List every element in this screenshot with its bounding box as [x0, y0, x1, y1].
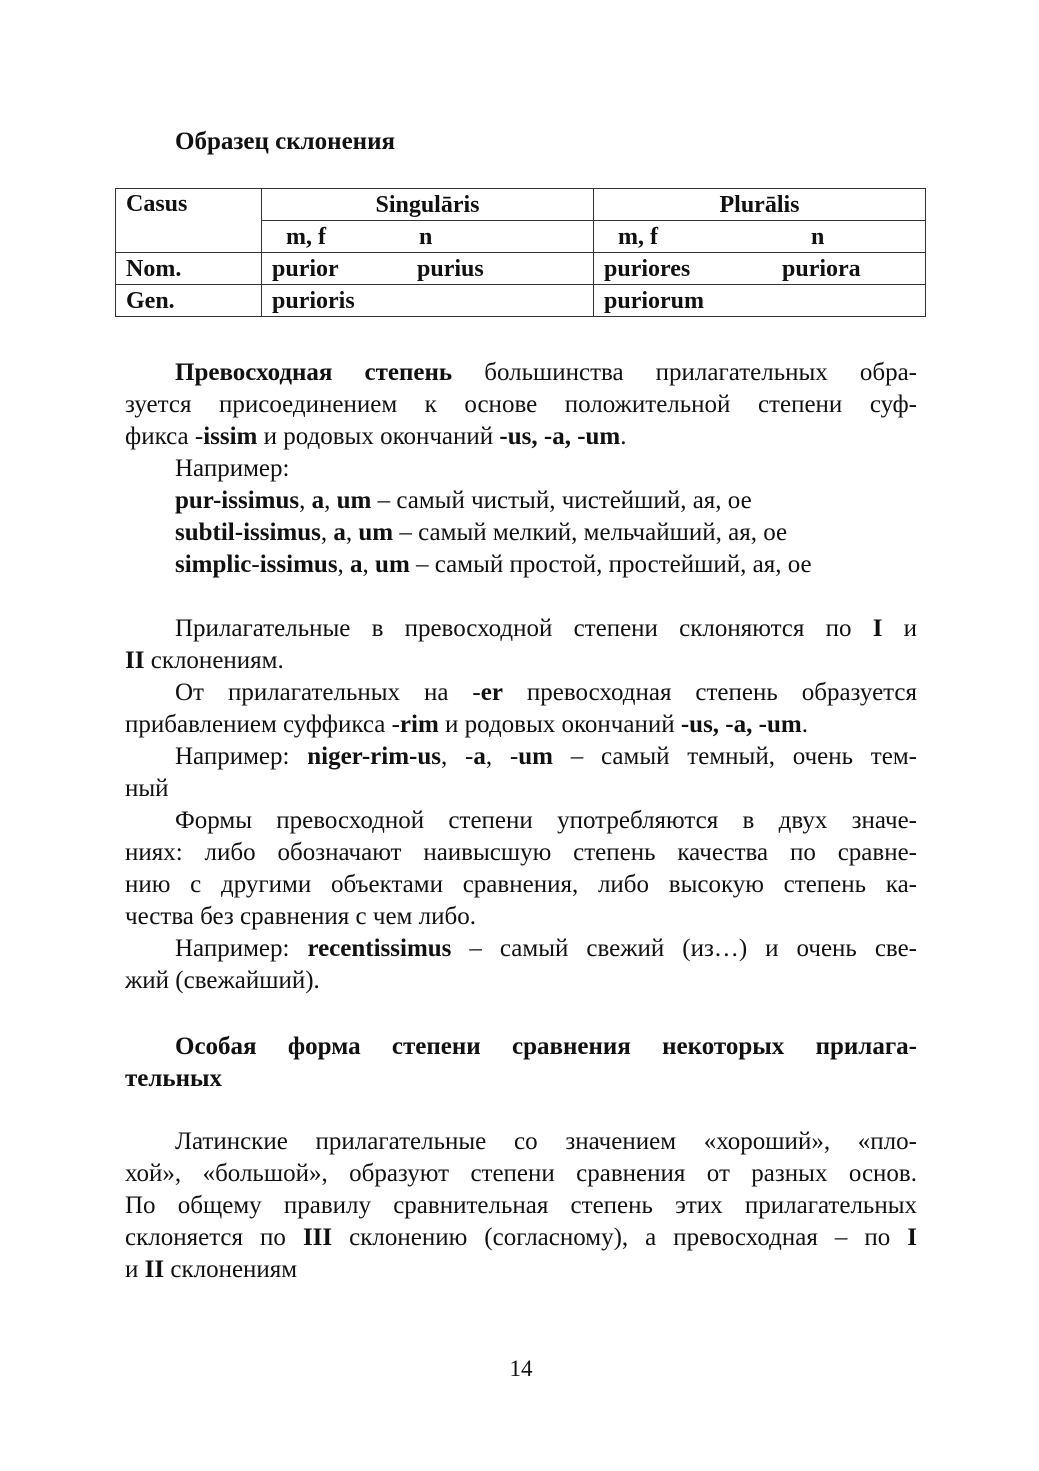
section-heading-sample: Образец склонения — [175, 128, 396, 155]
paragraph-er-adjectives — [125, 677, 917, 741]
text-line: ниях: либо обозначают наивысшую степень качества по сравне- — [125, 839, 917, 866]
text-line: нию с другими объектами сравнения, либо высокую степень ка- — [125, 871, 917, 898]
text-line: ный — [125, 775, 169, 802]
subheader-pluralis — [594, 221, 926, 253]
page-number: 14 — [509, 1356, 533, 1381]
heading-line: тельных — [125, 1065, 223, 1092]
text-line: прибавлением суффикса -rim и родовых окончаний -us, -a, -um. — [125, 711, 808, 738]
sub-pl-mf: m, f — [618, 223, 658, 250]
header-casus: Casus — [116, 189, 262, 253]
example-line: subtil-issimus, a, um – самый мелкий, мельчайший, ая, ое — [175, 519, 788, 546]
example-label: Например: — [175, 455, 290, 482]
form-pl-n: puriora — [782, 255, 861, 282]
cell-plural: puriorum — [594, 285, 926, 317]
text-line: Латинские прилагательные со значением «хороший», «пло- — [175, 1128, 917, 1155]
text-line: жий (свежайший). — [125, 967, 320, 994]
table-header-row — [116, 189, 926, 221]
paragraph-declension-rule — [125, 613, 917, 677]
text-line: зуется присоединением к основе положительной степени суф- — [125, 391, 917, 418]
text-line: II склонениям. — [125, 647, 284, 674]
subheader-singularis — [262, 221, 594, 253]
table-row — [116, 285, 926, 317]
sub-sg-n: n — [419, 223, 433, 250]
cell-plural — [594, 253, 926, 285]
table-row — [116, 253, 926, 285]
example-line: pur-issimus, a, um – самый чистый, чистейший, ая, ое — [175, 487, 752, 514]
paragraph-irregular — [125, 1126, 917, 1286]
form-pl-mf: puriores — [604, 255, 691, 282]
paragraph-superlative — [125, 357, 917, 581]
cell-singular: purioris — [262, 285, 594, 317]
text-line: По общему правилу сравнительная степень этих прилагательных — [125, 1192, 917, 1219]
form-sg-mf: purior — [272, 255, 339, 282]
text-line: Например: recentissimus – самый свежий (из…) и очень све- — [175, 935, 917, 962]
section-heading-special — [125, 1031, 917, 1095]
paragraph-example-niger — [125, 741, 917, 805]
declension-table — [115, 188, 926, 317]
form-sg-n: purius — [417, 255, 484, 282]
text-line: Превосходная степень большинства прилагательных обра- — [175, 359, 918, 386]
case-label: Nom. — [116, 253, 262, 285]
text-line: склоняется по III склонению (согласному), а превосходная – по I — [125, 1224, 917, 1251]
sub-sg-mf: m, f — [286, 223, 326, 250]
example-line: simplic-issimus, a, um – самый простой, простейший, ая, ое — [175, 551, 812, 578]
sub-pl-n: n — [811, 223, 825, 250]
text-line: Прилагательные в превосходной степени склоняются по I и — [175, 615, 917, 642]
cell-singular — [262, 253, 594, 285]
text-line: чества без сравнения с чем либо. — [125, 903, 476, 930]
paragraph-meanings — [125, 805, 917, 933]
text-line: Например: niger-rim-us, -a, -um – самый темный, очень тем- — [175, 743, 917, 770]
header-singularis: Singulāris — [262, 189, 594, 221]
case-label: Gen. — [116, 285, 262, 317]
text-line: хой», «большой», образуют степени сравнения от разных основ. — [125, 1160, 917, 1187]
header-pluralis: Plurālis — [594, 189, 926, 221]
text-line: От прилагательных на -er превосходная степень образуется — [175, 679, 917, 706]
text-line: Формы превосходной степени употребляются в двух значе- — [175, 807, 917, 834]
term-superlative: Превосходная степень — [175, 359, 453, 386]
heading-line: Особая форма степени сравнения некоторых прилага- — [175, 1033, 917, 1060]
text-line: фикса -issim и родовых окончаний -us, -a, -um. — [125, 423, 627, 450]
paragraph-example-recent — [125, 933, 917, 997]
text-line: и II склонениям — [125, 1256, 298, 1283]
